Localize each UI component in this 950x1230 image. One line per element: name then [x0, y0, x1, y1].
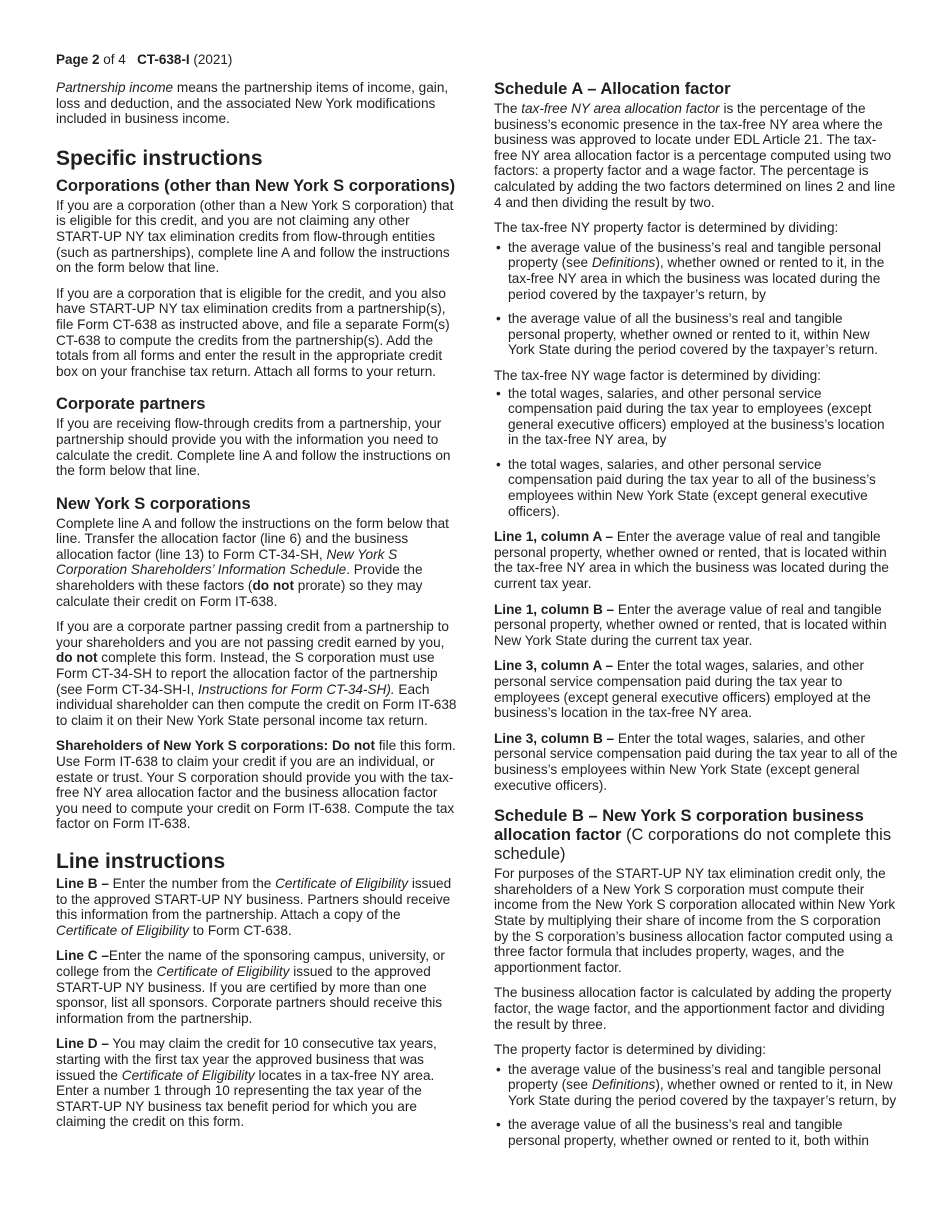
list-item: • the total wages, salaries, and other personal service compensation paid during the tax year to employees (except general executive officers) employed at the business’s location in the tax-free NY area, by [494, 386, 898, 448]
page-number: Page 2 [56, 52, 100, 67]
corporations-paragraph-1: If you are a corporation (other than a New York S corporation) that is eligible for this credit, and you are not claiming any other START-UP NY tax elimination credits from flow-through entities (such as partnerships), complete line A and follow the instructions on the form below that line. [56, 197, 454, 276]
list-item: • the total wages, salaries, and other personal service compensation paid during the tax year to all of the business’s employees within New York State (except general executive officers). [494, 457, 898, 519]
schedule-b-heading: Schedule B – New York S corporation business allocation factor (C corporations do not complete this schedule) [494, 807, 892, 864]
left-column [56, 80, 460, 1140]
line-c-paragraph: Line C –Enter the name of the sponsoring campus, university, or college from the Certificate of Eligibility issued to the approved START-UP NY business. If you are certified by more than one sponsor, list all sponsors. Corporate partners should receive this information from the partnership. [56, 948, 445, 1026]
schedule-a-heading: Schedule A – Allocation factor [494, 80, 731, 98]
line-1a-paragraph: Line 1, column A – Enter the average value of real and tangible personal property, whether owned or rented, that is located within the tax-free NY area in which the business was located during the current tax year. [494, 529, 889, 592]
page-header [56, 52, 232, 67]
list-item: • the average value of all the business’s real and tangible personal property, whether owned or rented to it, within New York State during the period covered by the taxpayer’s return. [494, 311, 898, 358]
schedule-b-paragraph-2: The business allocation factor is calculated by adding the property factor, the wage factor, and the apportionment factor and dividing the result by three. [494, 985, 892, 1032]
list-item: • the average value of all the business’s real and tangible personal property, whether owned or rented to it, both within [494, 1117, 898, 1148]
line-b-paragraph: Line B – Enter the number from the Certificate of Eligibility issued to the approved START-UP NY business. Partners should receive this information from the partnership. Attach a copy of the Certificate of Eligibility to Form CT-638. [56, 875, 452, 938]
corporate-partners-heading: Corporate partners [56, 395, 206, 414]
list-item: • the average value of the business’s real and tangible personal property (see Definitions), whether owned or rented to it, in New York State during the period covered by the taxpayer’s return, by [494, 1062, 898, 1109]
specific-instructions-heading: Specific instructions [56, 146, 263, 170]
corporations-heading: Corporations (other than New York S corporations) [56, 176, 456, 195]
line-3b-paragraph: Line 3, column B – Enter the total wages, salaries, and other personal service compensation paid during the tax year to all of the business’s employees within New York State (except general executive officers). [494, 730, 898, 793]
ny-s-corps-paragraph-1: Complete line A and follow the instructions on the form below that line. Transfer the allocation factor (line 6) and the business allocation factor (line 13) to Form CT-34-SH, New York S Corporation Shareholders’ Information Schedule. Provide the shareholders with these factors (do not prorate) so they may calculate their credit on Form IT-638. [56, 515, 449, 609]
partnership-income-paragraph: Partnership income means the partnership items of income, gain, loss and deduction, and the associated New York modifications included in business income. [56, 80, 449, 127]
corporate-partners-paragraph: If you are receiving flow-through credits from a partnership, your partnership should provide you with the information you need to calculate the credit. Complete line A and follow the instructions on the form below that line. [56, 416, 451, 479]
term: Partnership income [56, 80, 174, 95]
line-3a-paragraph: Line 3, column A – Enter the total wages, salaries, and other personal service compensation paid during the tax year to employees (except general executive officers) employed at the business’s location in the tax-free NY area. [494, 658, 871, 721]
line-1b-paragraph: Line 1, column B – Enter the average value of real and tangible personal property, whether owned or rented, that is located within New York State during the current tax year. [494, 601, 887, 648]
form-number: CT-638-I [137, 52, 190, 67]
schedule-b-paragraph-1: For purposes of the START-UP NY tax elimination credit only, the shareholders of a New York S corporation must compute their income from the New York S corporation allocated within New York State by multiplying their share of income from the S corporation by the S corporation’s business allocation factor computed using a three factor formula that includes property, wages, and the apportionment factor. [494, 866, 896, 975]
form-year: (2021) [189, 52, 233, 67]
schedule-a-paragraph: The tax-free NY area allocation factor is the percentage of the business’s economic presence in the tax-free NY area where the business was approved to locate under EDL Article 21. The tax-free NY area allocation factor is a percentage computed using two factors: a property factor and a wage factor. The percentage is calculated by adding the two factors determined on lines 2 and line 4 and then dividing the result by two. [494, 101, 896, 210]
ny-s-corporations-heading: New York S corporations [56, 494, 251, 513]
wage-factor-intro: The tax-free NY wage factor is determined by dividing: [494, 367, 821, 383]
ny-s-corps-paragraph-3: Shareholders of New York S corporations: Do not file this form. Use Form IT-638 to claim your credit if you are an individual, or estate or trust. Your S corporation should provide you with the tax-free NY area allocation factor and the business allocation factor you need to compute your credit on Form IT-638. Compute the tax factor on Form IT-638. [56, 738, 456, 832]
list-item: • the average value of the business’s real and tangible personal property (see Definitions), whether owned or rented to it, in the tax-free NY area in which the business was located during the period covered by the taxpayer’s return, by [494, 240, 898, 302]
line-d-paragraph: Line D – You may claim the credit for 10 consecutive tax years, starting with the first tax year the approved business that was issued the Certificate of Eligibility locates in a tax-free NY area. Enter a number 1 through 10 representing the tax year of the START-UP NY business tax benefit period for which you are claiming the credit on this form. [56, 1036, 437, 1130]
right-column [494, 80, 898, 1158]
property-factor-intro: The tax-free NY property factor is determined by dividing: [494, 220, 839, 236]
page-total: of 4 [99, 52, 126, 67]
ny-s-corps-paragraph-2: If you are a corporate partner passing credit from a partnership to your shareholders and you are not passing credit earned by you, do not complete this form. Instead, the S corporation must use Form CT-34-SH to report the allocation factor of the partnership (see Form CT-34-SH-I, Instructions for Form CT-34-SH). Each individual shareholder can then compute the credit on Form IT-638 to claim it on their New York State personal income tax return. [56, 619, 457, 728]
corporations-paragraph-2: If you are a corporation that is eligible for the credit, and you also have START-UP NY tax elimination credits from a partnership(s), file Form CT-638 as instructed above, and file a separate Form(s) CT-638 to compute the credits from the partnership(s). Add the totals from all forms and enter the result in the appropriate credit box on your franchise tax return. Attach all forms to your return. [56, 285, 450, 379]
line-instructions-heading: Line instructions [56, 849, 226, 873]
schedule-b-property-intro: The property factor is determined by dividing: [494, 1042, 767, 1058]
